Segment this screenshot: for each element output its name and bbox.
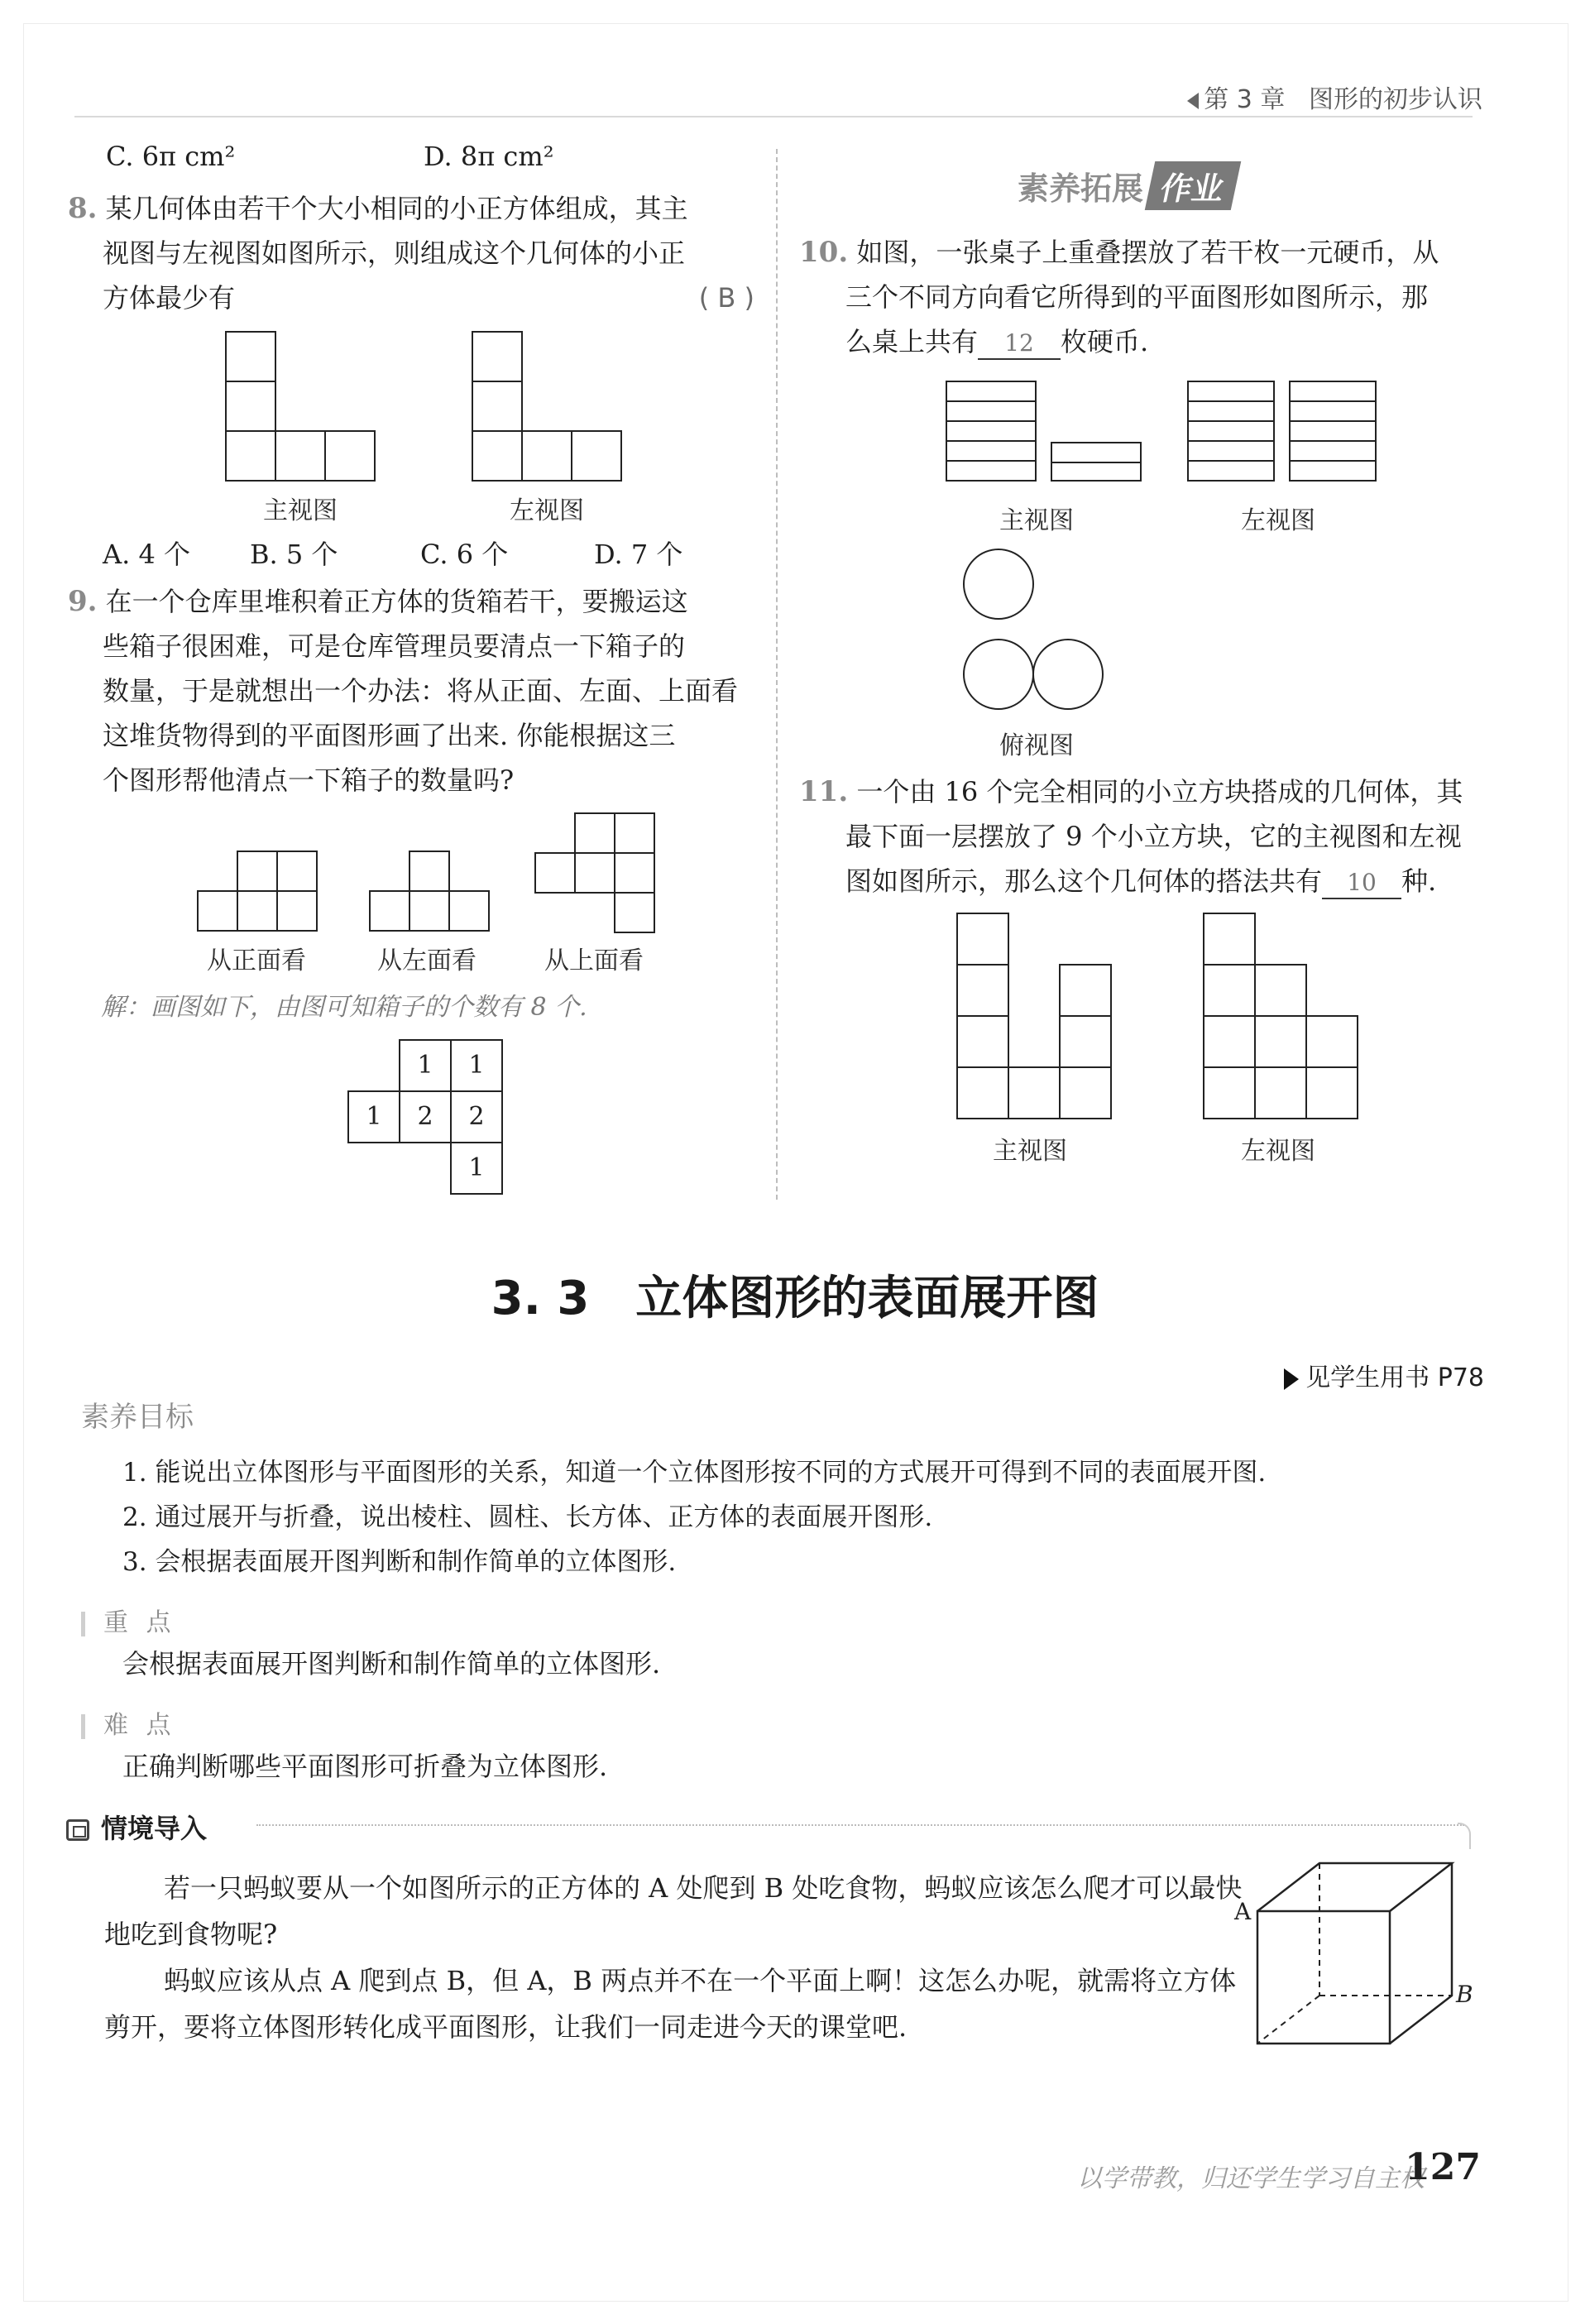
grid-cell: 1 (450, 1142, 503, 1195)
q8-line3: 方体最少有 (103, 282, 236, 314)
coin-circle (963, 549, 1034, 620)
q8-line2: 视图与左视图如图所示，则组成这个几何体的小正 (103, 237, 686, 269)
q9-line: 些箱子很困难，可是仓库管理员要清点一下箱子的 (103, 630, 686, 662)
section-title: 3. 3 立体图形的表面展开图 (491, 1272, 1099, 1325)
q11-left-caption: 左视图 (1241, 1137, 1315, 1166)
cube-cell (1059, 964, 1112, 1017)
q11-answer-blank: 10 (1322, 868, 1401, 899)
see-book-text: 见学生用书 P78 (1305, 1363, 1484, 1392)
coin-stack (1289, 381, 1377, 482)
cube-right-edges (1390, 1863, 1452, 2044)
heading-mark (81, 1714, 85, 1739)
cube-cell (956, 913, 1009, 966)
coin-circle (1032, 639, 1104, 710)
cube-cell (534, 852, 576, 894)
q10-number: 10. (799, 236, 849, 269)
q11-front-caption: 主视图 (993, 1137, 1067, 1166)
cube-cell (614, 852, 655, 894)
q10-answer-blank: 12 (978, 328, 1061, 360)
q8-option-a: A. 4 个 (103, 539, 190, 570)
q9-left-caption: 从左面看 (377, 946, 477, 975)
q11-number: 11. (799, 775, 849, 808)
left-triangle-icon (1187, 93, 1199, 109)
q9-top-caption: 从上面看 (544, 946, 644, 975)
cube-cell (614, 812, 655, 854)
cube-top-face (1257, 1863, 1452, 1911)
page-number: 127 (1405, 2146, 1481, 2188)
q8-left-caption: 左视图 (510, 496, 584, 525)
cube-cell (409, 851, 450, 892)
chapter-title: 图形的初步认识 (1309, 85, 1482, 114)
q10-line2: 三个不同方向看它所得到的平面图形如图所示，那 (845, 281, 1429, 313)
q9-number: 9. (68, 585, 98, 618)
cube-cell (237, 890, 278, 932)
q9-text (68, 579, 763, 803)
cube-cell (1254, 1015, 1307, 1068)
intro-label: 情境导入 (101, 1813, 208, 1844)
cube-cell (521, 430, 572, 482)
label-a: A (1234, 1898, 1252, 1925)
header-rule (74, 116, 1473, 117)
q10-front-caption: 主视图 (999, 506, 1074, 535)
q9-solution: 解：画图如下，由图可知箱子的个数有 8 个. (101, 993, 587, 1022)
q11-line3-end: 种. (1401, 865, 1437, 897)
grid-cell: 2 (399, 1090, 452, 1143)
q9-front-caption: 从正面看 (207, 946, 306, 975)
cube-cell (1305, 1015, 1358, 1068)
q9-line: 数量，于是就想出一个办法：将从正面、左面、上面看 (103, 675, 739, 707)
q9-line: 个图形帮他清点一下箱子的数量吗? (103, 764, 515, 796)
q11-text (799, 769, 1486, 903)
cube-cell (472, 430, 523, 482)
cube-cell (574, 852, 615, 894)
cube-cell (574, 812, 615, 854)
q10-left-caption: 左视图 (1241, 506, 1315, 535)
cube-cell (956, 964, 1009, 1017)
cube-cell (275, 430, 326, 482)
goals-heading: 素养目标 (81, 1401, 194, 1434)
chapter-number: 第 3 章 (1204, 85, 1286, 114)
q9-line: 在一个仓库里堆积着正方体的货箱若干，要搬运这 (105, 586, 688, 617)
q8-answer: ( B ) (698, 282, 754, 314)
cube-cell (225, 331, 276, 382)
cube-cell (614, 892, 655, 933)
q8-option-b: B. 5 个 (250, 539, 338, 570)
scene-icon (66, 1819, 89, 1841)
see-book-link (1284, 1357, 1484, 1393)
chapter-header (1187, 79, 1482, 115)
q9-line: 这堆货物得到的平面图形画了出来. 你能根据这三 (103, 720, 676, 751)
q8-line1: 某几何体由若干个大小相同的小正方体组成，其主 (105, 193, 688, 224)
grid-cell: 2 (450, 1090, 503, 1143)
cube-cell (369, 890, 410, 932)
cube-cell (225, 381, 276, 432)
q8-number: 8. (68, 192, 98, 225)
cube-front-face (1257, 1911, 1390, 2044)
cube-figure (1224, 1853, 1489, 2060)
coin-circle (963, 639, 1034, 710)
difficulty-text: 正确判断哪些平面图形可折叠为立体图形. (122, 1751, 608, 1782)
cube-cell (1203, 1066, 1256, 1119)
cube-cell (1008, 1066, 1061, 1119)
cube-cell (1203, 913, 1256, 966)
cube-cell (237, 851, 278, 892)
q10-top-caption: 俯视图 (999, 731, 1074, 760)
cube-cell (956, 1015, 1009, 1068)
q8-option-c: C. 6 个 (420, 539, 509, 570)
q11-line1: 一个由 16 个完全相同的小立方块搭成的几何体，其 (856, 776, 1463, 807)
key-point-heading (81, 1602, 176, 1638)
cube-cell (472, 381, 523, 432)
grid-cell: 1 (399, 1039, 452, 1092)
column-divider (776, 149, 778, 1200)
cube-cell (956, 1066, 1009, 1119)
intro-rule (256, 1824, 1464, 1826)
q7-option-c: C. 6π cm² (106, 141, 236, 172)
grid-cell: 1 (450, 1039, 503, 1092)
extension-badge (1018, 161, 1236, 210)
cube-cell (1203, 964, 1256, 1017)
cube-cell (571, 430, 622, 482)
q10-line3: 么桌上共有 (845, 326, 979, 357)
cube-cell (225, 430, 276, 482)
intro-paragraph-1: 若一只蚂蚁要从一个如图所示的正方体的 A 处爬到 B 处吃食物，蚂蚁应该怎么爬才可以最快地吃到食物呢? (104, 1872, 1243, 1950)
goal-item: 1. 能说出立体图形与平面图形的关系，知道一个立体图形按不同的方式展开可得到不同的表面展开图. (122, 1458, 1267, 1488)
intro-heading (66, 1808, 207, 1846)
cube-cell (1203, 1015, 1256, 1068)
q8-front-caption: 主视图 (263, 496, 338, 525)
label-b: B (1456, 1981, 1473, 2008)
play-arrow-icon (1284, 1368, 1299, 1390)
heading-mark (81, 1612, 85, 1636)
goal-item: 3. 会根据表面展开图判断和制作简单的立体图形. (122, 1547, 677, 1577)
cube-cell (1059, 1066, 1112, 1119)
coin-stack (946, 381, 1037, 482)
cube-cell (409, 890, 450, 932)
cube-cell (1254, 964, 1307, 1017)
extension-label: 素养拓展 (1018, 170, 1144, 207)
cube-cell (1059, 1015, 1112, 1068)
cube-cell (1305, 1066, 1358, 1119)
cube-cell (448, 890, 490, 932)
cube-cell (324, 430, 376, 482)
intro-paragraph-2: 蚂蚁应该从点 A 爬到点 B，但 A，B 两点并不在一个平面上啊！这怎么办呢，就需将立方体剪开，要将立体图形转化成平面图形，让我们一同走进今天的课堂吧. (104, 1965, 1237, 2043)
coin-stack (1187, 381, 1275, 482)
q11-line2: 最下面一层摆放了 9 个小立方块，它的主视图和左视 (845, 821, 1462, 852)
q10-line1: 如图，一张桌子上重叠摆放了若干枚一元硬币，从 (856, 237, 1439, 268)
difficulty-heading (81, 1704, 176, 1741)
footer-brand: 以学带教，归还学生学习自主权 (1077, 2164, 1425, 2193)
cube-cell (276, 890, 318, 932)
q10-line3-end: 枚硬币. (1061, 326, 1149, 357)
difficulty-label: 难 点 (103, 1711, 176, 1740)
q11-line3: 图如图所示，那么这个几何体的搭法共有 (845, 865, 1323, 897)
key-point-text: 会根据表面展开图判断和制作简单的立体图形. (122, 1648, 661, 1680)
q8-text (68, 186, 754, 320)
extension-tag: 作业 (1145, 161, 1242, 210)
goal-item: 2. 通过展开与折叠，说出棱柱、圆柱、长方体、正方体的表面展开图形. (122, 1502, 933, 1532)
cube-cell (276, 851, 318, 892)
grid-cell: 1 (347, 1090, 400, 1143)
cube-cell (197, 890, 238, 932)
cube-cell (1254, 1066, 1307, 1119)
coin-stack (1051, 442, 1142, 482)
q10-text (799, 230, 1486, 364)
cube-hidden-edge (1257, 1996, 1319, 2044)
q7-option-d: D. 8π cm² (424, 141, 554, 172)
q8-option-d: D. 7 个 (594, 539, 683, 570)
cube-cell (472, 331, 523, 382)
key-point-label: 重 点 (103, 1608, 176, 1637)
